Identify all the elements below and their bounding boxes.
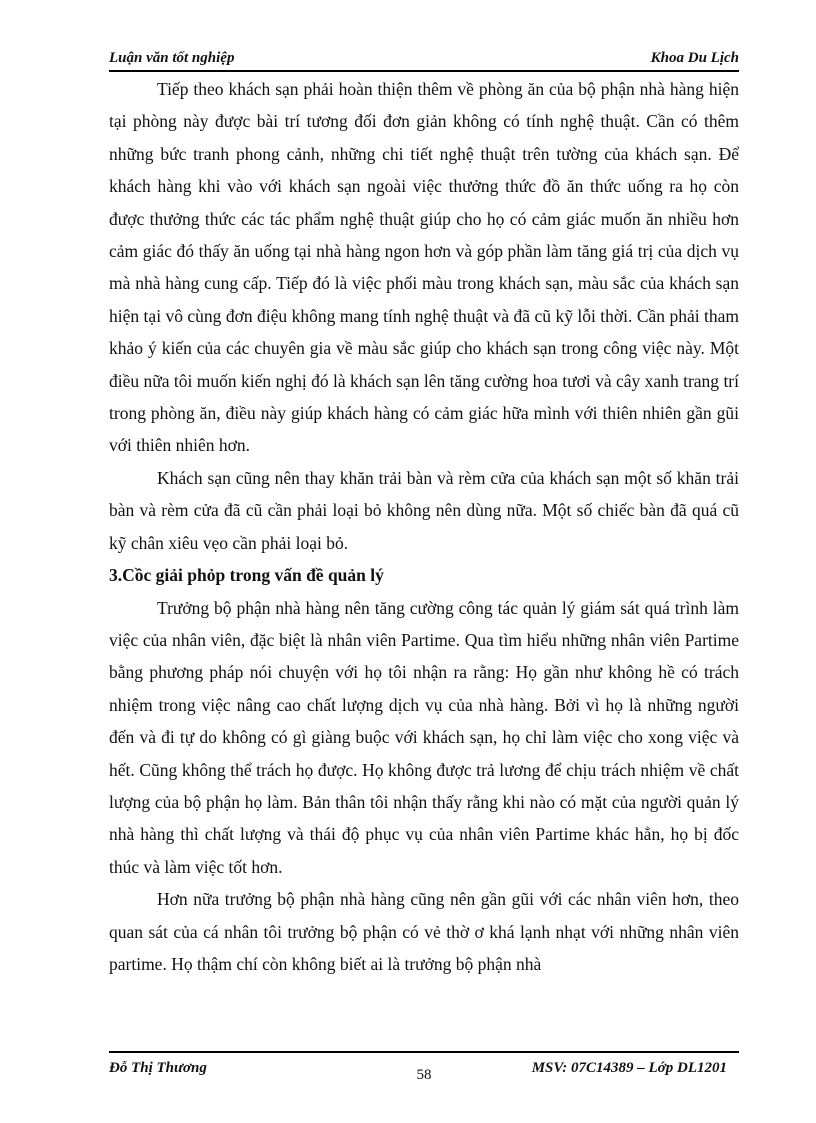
paragraph-tablecloth: Khách sạn cũng nên thay khăn trải bàn và rèm cửa của khách sạn một số khăn trải bàn và rèm cửa đã cũ cần phải loại bỏ không nên dùng nữa. Một số chiếc bàn đã quá cũ kỹ chân xiêu vẹo cần phải loại bỏ. [109, 467, 739, 553]
footer-student-id: MSV: 07C14389 – Lớp DL1201 [531, 1060, 727, 1076]
paragraph-manager-relations: Hơn nữa trưởng bộ phận nhà hàng cũng nên gần gũi với các nhân viên hơn, theo quan sát của cá nhân tôi trưởng bộ phận có vẻ thờ ơ khá lạnh nhạt với những nhân viên partime. Họ thậm chí còn không biết ai là trưởng bộ phận nhà [109, 889, 739, 974]
document-body [109, 73, 739, 980]
paragraph-dining-room: Tiếp theo khách sạn phải hoàn thiện thêm về phòng ăn của bộ phận nhà hàng hiện tại phòng này được bài trí tương đối đơn giản không có tính nghệ thuật. Cần có thêm những bức tranh phong cảnh, những chi tiết nghệ thuật trên tường của khách sạn. Để khách hàng khi vào với khách sạn ngoài việc thưởng thức đồ ăn thức uống ra họ còn được thưởng thức các tác phẩm nghệ thuật giúp cho họ có cảm giác muốn ăn nhiều hơn cảm giác đó thấy ăn uống tại nhà hàng ngon hơn và góp phần làm tăng giá trị của dịch vụ mà nhà hàng cung cấp. Tiếp đó là việc phối màu trong khách sạn, màu sắc của khách sạn hiện tại vô cùng đơn điệu không mang tính nghệ thuật và đã cũ kỹ lỗi thời. Cần phải tham khảo ý kiến của các chuyên gia về màu sắc giúp cho khách sạn trong công việc này. Một điều nữa tôi muốn kiến nghị đó là khách sạn lên tăng cường hoa tươi và cây xanh trang trí trong phòng ăn, điều này giúp khách hàng có cảm giác hữa mình với thiên nhiên gần gũi với thiên nhiên hơn. [109, 79, 739, 456]
page-footer [109, 1051, 739, 1093]
footer-author: Đỗ Thị Thương [109, 1060, 207, 1076]
page-number: 58 [416, 1067, 432, 1083]
paragraph-supervision: Trưởng bộ phận nhà hàng nên tăng cường công tác quản lý giám sát quá trình làm việc của nhân viên, đặc biệt là nhân viên Partime. Qua tìm hiểu những nhân viên Partime bằng phương pháp nói chuyện với họ tôi nhận ra rằng: Họ gần như không hề có trách nhiệm trong việc nâng cao chất lượng dịch vụ của nhà hàng. Bởi vì họ là những người đến và đi tự do không có gì giàng buộc với khách sạn, họ chỉ làm việc cho xong việc và hết. Cũng không thể trách họ được. Họ không được trả lương để chịu trách nhiệm về chất lượng của bộ phận họ làm. Bản thân tôi nhận thấy rằng khi nào có mặt của người quản lý nhà hàng thì chất lượng và thái độ phục vụ của nhân viên Partime khác hẳn, họ bị đốc thúc và làm việc tốt hơn. [109, 597, 739, 877]
section-heading-management: 3.Cồc giải phỏp trong vấn đề quản lý [109, 565, 384, 586]
header-faculty-label: Khoa Du Lịch [650, 50, 739, 66]
header-thesis-label: Luận văn tốt nghiệp [109, 50, 235, 66]
page-header [109, 48, 739, 72]
